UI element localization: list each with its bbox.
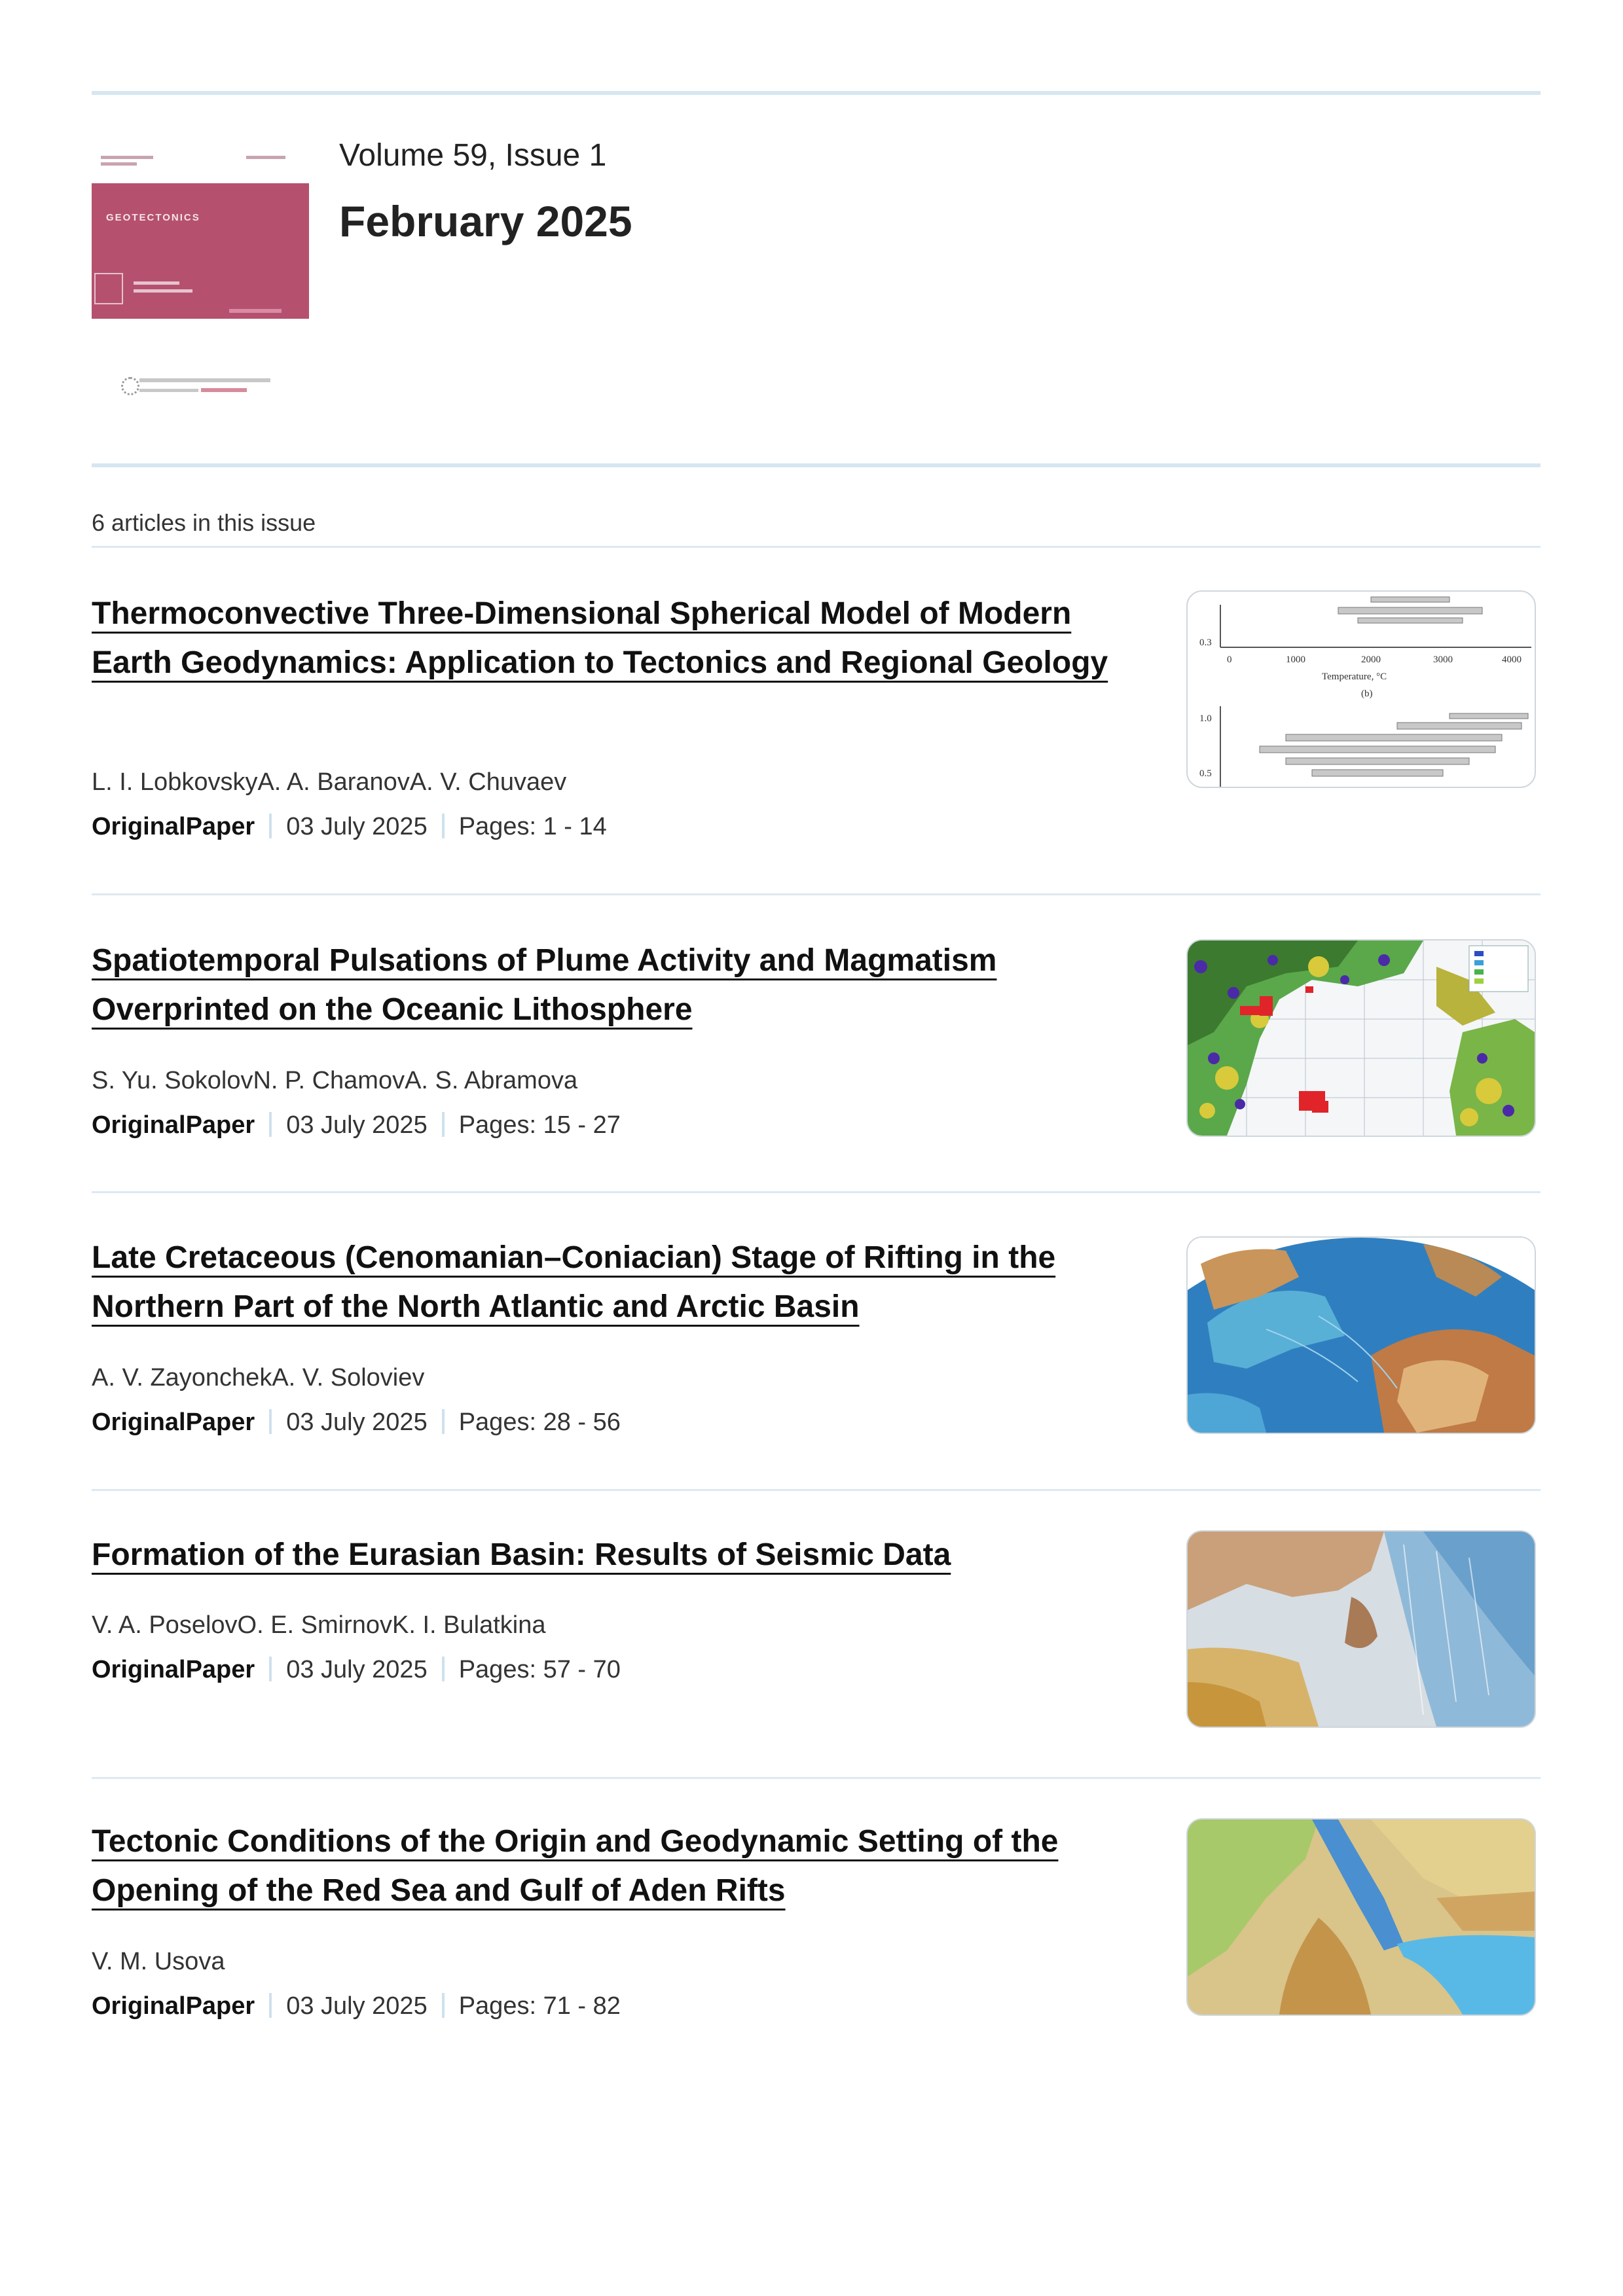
meta-divider: [269, 1657, 272, 1681]
cover-title: GEOTECTONICS: [106, 212, 200, 223]
article-title[interactable]: Tectonic Conditions of the Origin and Geodynamic Setting of the Opening of the Red Sea and Gulf of Aden Rifts: [92, 1824, 1059, 1908]
meta-divider: [442, 1112, 445, 1137]
header-bottom-rule: [92, 463, 1541, 467]
article-thumbnail[interactable]: [1186, 1530, 1536, 1728]
article-meta: [92, 813, 607, 841]
article-title[interactable]: Formation of the Eurasian Basin: Results of Seismic Data: [92, 1537, 951, 1572]
x-axis-label: Temperature, °C: [1322, 672, 1387, 682]
article-meta: [92, 1656, 621, 1684]
article-thumbnail[interactable]: [1186, 1236, 1536, 1434]
article-thumbnail[interactable]: [1186, 1818, 1536, 2016]
article-count: 6 articles in this issue: [92, 509, 316, 536]
article-title[interactable]: Thermoconvective Three-Dimensional Spherical Model of Modern Earth Geodynamics: Application to Tectonics and Regional Geology: [92, 596, 1108, 680]
red-sea-map-thumbnail: [1188, 1820, 1535, 2015]
article-authors: S. Yu. SokolovN. P. ChamovA. S. Abramova: [92, 1067, 578, 1094]
article-authors: V. M. Usova: [92, 1948, 225, 1975]
article-meta: [92, 1992, 621, 2020]
cover-top-band: [92, 152, 309, 183]
article-pages: Pages: 1 - 14: [458, 813, 607, 840]
article-type: OriginalPaper: [92, 1408, 255, 1436]
article-authors: V. A. PoselovO. E. SmirnovK. I. Bulatkina: [92, 1611, 546, 1639]
meta-divider: [442, 814, 445, 838]
plume-map-thumbnail: [1188, 941, 1535, 1136]
arctic-map-thumbnail: [1188, 1238, 1535, 1433]
article-date: 03 July 2025: [286, 1111, 428, 1139]
article-title-link[interactable]: [92, 1233, 1126, 1331]
article-title[interactable]: Spatiotemporal Pulsations of Plume Activity and Magmatism Overprinted on the Oceanic Lithosphere: [92, 943, 997, 1027]
article-date: 03 July 2025: [286, 1408, 428, 1436]
meta-divider: [442, 1409, 445, 1434]
y-tick: 0.3: [1199, 637, 1212, 648]
article-meta: [92, 1111, 621, 1139]
x-tick: 4000: [1502, 655, 1522, 665]
header-top-rule: [92, 91, 1541, 95]
article-divider: [92, 1489, 1541, 1491]
article-pages: Pages: 57 - 70: [458, 1656, 621, 1683]
meta-divider: [442, 1657, 445, 1681]
meta-divider: [269, 1112, 272, 1137]
article-type: OriginalPaper: [92, 1992, 255, 2020]
article-thumbnail[interactable]: [1186, 939, 1536, 1137]
issue-date: February 2025: [339, 197, 632, 245]
list-top-rule: [92, 546, 1541, 548]
meta-divider: [269, 814, 272, 838]
x-tick: 2000: [1361, 655, 1381, 665]
article-title-link[interactable]: [92, 1530, 1126, 1579]
article-title-link[interactable]: [92, 1817, 1126, 1915]
article-pages: Pages: 71 - 82: [458, 1992, 621, 2020]
x-tick: 3000: [1433, 655, 1453, 665]
article-divider: [92, 893, 1541, 895]
article-type: OriginalPaper: [92, 1111, 255, 1139]
meta-divider: [442, 1993, 445, 2018]
x-tick: 0: [1227, 655, 1232, 665]
meta-divider: [269, 1993, 272, 2018]
article-divider: [92, 1777, 1541, 1779]
article-type: OriginalPaper: [92, 1656, 255, 1683]
panel-label: (b): [1361, 689, 1373, 699]
article-date: 03 July 2025: [286, 1656, 428, 1683]
article-pages: Pages: 15 - 27: [458, 1111, 621, 1139]
article-authors: L. I. LobkovskyA. A. BaranovA. V. Chuvaev: [92, 768, 567, 796]
article-date: 03 July 2025: [286, 1992, 428, 2020]
article-title[interactable]: Late Cretaceous (Cenomanian–Coniacian) Stage of Rifting in the Northern Part of the North Atlantic and Arctic Basin: [92, 1240, 1056, 1324]
article-thumbnail[interactable]: [1186, 590, 1536, 788]
x-tick: 1000: [1286, 655, 1305, 665]
publisher-logo: [121, 374, 285, 401]
article-type: OriginalPaper: [92, 813, 255, 840]
article-title-link[interactable]: [92, 589, 1126, 687]
article-date: 03 July 2025: [286, 813, 428, 840]
temperature-chart-thumbnail: [1188, 592, 1535, 787]
y-tick: 1.0: [1199, 713, 1212, 724]
y-tick: 0.5: [1199, 768, 1212, 779]
article-divider: [92, 1191, 1541, 1193]
relief-map-thumbnail: [1188, 1532, 1535, 1727]
issue-volume: Volume 59, Issue 1: [339, 138, 607, 173]
article-title-link[interactable]: [92, 936, 1126, 1034]
article-authors: A. V. ZayonchekA. V. Soloviev: [92, 1364, 425, 1391]
meta-divider: [269, 1409, 272, 1434]
article-meta: [92, 1408, 621, 1437]
article-pages: Pages: 28 - 56: [458, 1408, 621, 1436]
